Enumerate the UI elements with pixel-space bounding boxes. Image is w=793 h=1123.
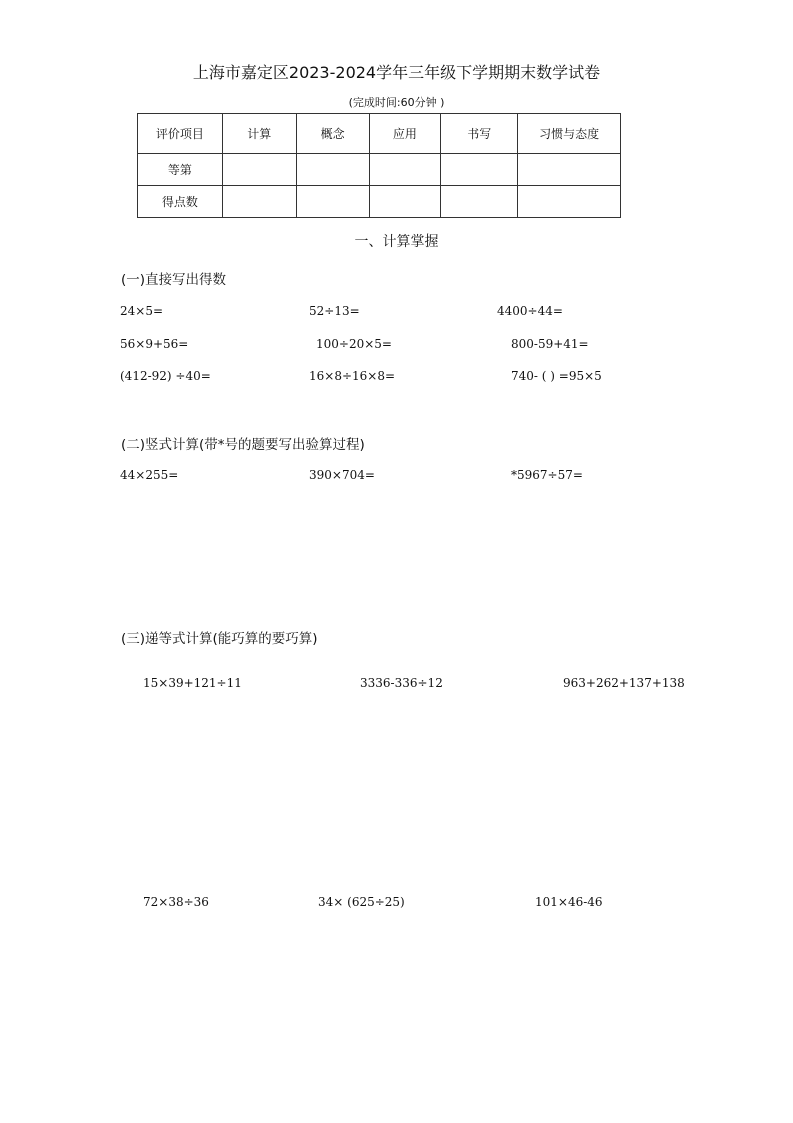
row-label: 等第 <box>138 154 223 186</box>
grade-cell[interactable] <box>518 154 621 186</box>
problem: 16×8÷16×8= <box>309 369 396 383</box>
evaluation-table <box>137 113 621 218</box>
table-row <box>138 154 621 186</box>
problem: 100÷20×5= <box>316 337 392 351</box>
problem: 44×255= <box>120 468 179 482</box>
row-label: 得点数 <box>138 186 223 218</box>
score-cell[interactable] <box>296 186 369 218</box>
part1-heading: (一)直接写出得数 <box>121 272 227 288</box>
problem: 24×5= <box>120 304 164 318</box>
grade-cell[interactable] <box>222 154 296 186</box>
table-row <box>138 186 621 218</box>
problem: *5967÷57= <box>511 468 583 482</box>
problem: 800-59+41= <box>511 337 589 351</box>
table-header-cell: 习惯与态度 <box>518 114 621 154</box>
page-title: 上海市嘉定区2023-2024学年三年级下学期期末数学试卷 <box>192 63 601 82</box>
problem: 963+262+137+138 <box>563 676 685 690</box>
time-limit: (完成时间:60分钟 ) <box>348 96 445 109</box>
problem: 101×46-46 <box>535 895 603 909</box>
problem: 740- ( ) =95×5 <box>511 369 602 383</box>
part2-heading: (二)竖式计算(带*号的题要写出验算过程) <box>121 437 365 453</box>
score-cell[interactable] <box>518 186 621 218</box>
section-title: 一、计算掌握 <box>354 234 439 250</box>
part3-heading: (三)递等式计算(能巧算的要巧算) <box>121 631 318 647</box>
table-header-cell: 评价项目 <box>138 114 223 154</box>
grade-cell[interactable] <box>441 154 518 186</box>
table-header-cell: 书写 <box>441 114 518 154</box>
problem: 390×704= <box>309 468 375 482</box>
score-cell[interactable] <box>369 186 441 218</box>
problem: 34× (625÷25) <box>318 895 405 909</box>
score-cell[interactable] <box>441 186 518 218</box>
problem: 3336-336÷12 <box>360 676 443 690</box>
table-header-cell: 计算 <box>222 114 296 154</box>
table-header-row <box>138 114 621 154</box>
score-cell[interactable] <box>222 186 296 218</box>
problem: 4400÷44= <box>497 304 563 318</box>
table-header-cell: 概念 <box>296 114 369 154</box>
problem: 52÷13= <box>309 304 360 318</box>
problem: 72×38÷36 <box>143 895 209 909</box>
grade-cell[interactable] <box>369 154 441 186</box>
problem: (412-92) ÷40= <box>120 369 211 383</box>
problem: 56×9+56= <box>120 337 189 351</box>
table-header-cell: 应用 <box>369 114 441 154</box>
problem: 15×39+121÷11 <box>143 676 242 690</box>
grade-cell[interactable] <box>296 154 369 186</box>
